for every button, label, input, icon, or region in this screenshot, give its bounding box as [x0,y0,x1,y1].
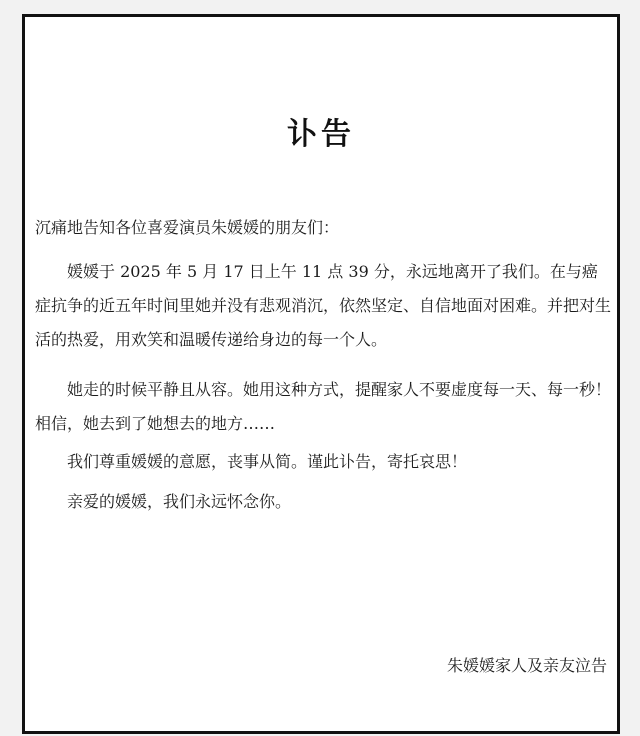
obituary-notice [22,14,620,734]
paragraph-4: 亲爱的媛媛，我们永远怀念你。 [67,492,292,511]
notice-title: 讣告 [287,117,355,152]
greeting-line: 沉痛地告知各位喜爱演员朱媛媛的朋友们： [35,218,340,237]
paragraph-3: 我们尊重媛媛的意愿，丧事从简。谨此讣告，寄托哀思！ [67,452,468,471]
signature-line: 朱媛媛家人及亲友泣告 [446,656,607,675]
paragraph-2: 她走的时候平静且从容。她用这种方式，提醒家人不要虚度每一天、每一秒！相信，她去到了她想去的地方…… [35,380,612,433]
paragraph-1: 媛媛于 2025 年 5 月 17 日上午 11 点 39 分，永远地离开了我们。在与癌症抗争的近五年时间里她并没有悲观消沉，依然坚定、自信地面对困难。并把对生活的热爱，用欢笑和温暖传递给身边的每一个人。 [35,262,612,349]
